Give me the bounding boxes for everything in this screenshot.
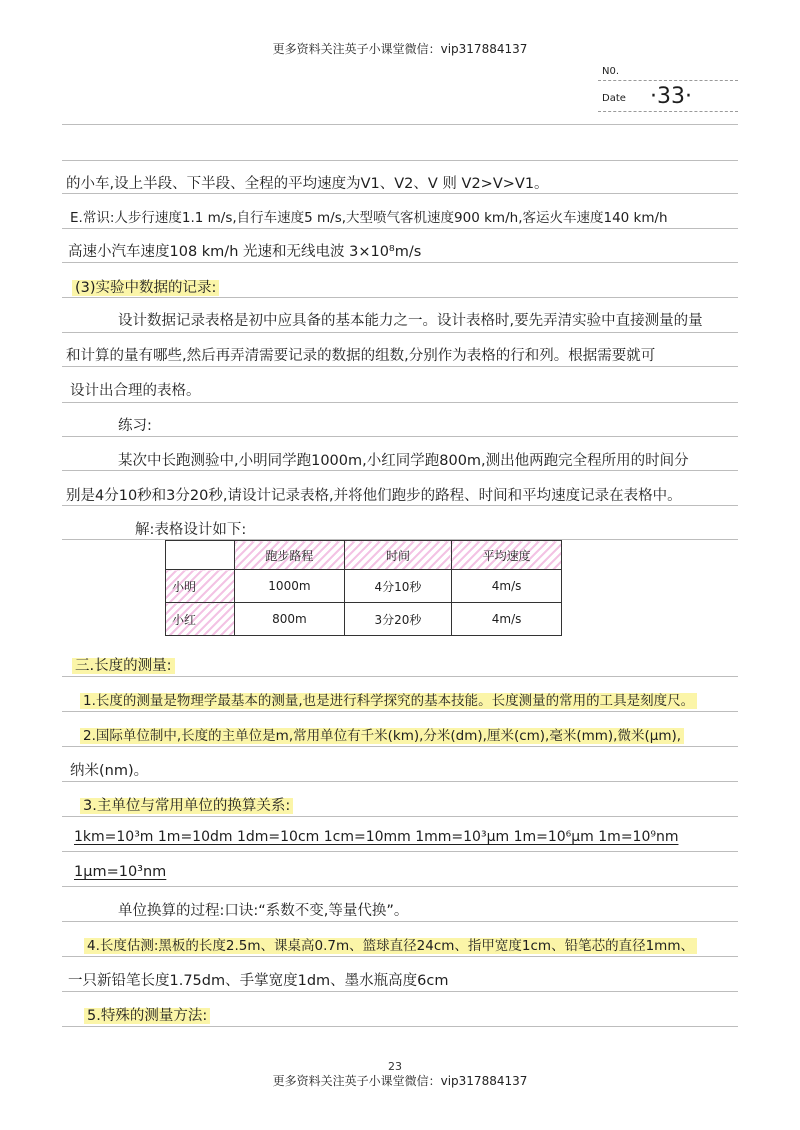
row-speed: 4m/s [452, 603, 562, 636]
row-speed: 4m/s [452, 570, 562, 603]
conversion-process: 单位换算的过程:口诀:“系数不变,等量代换”。 [118, 903, 409, 919]
exercise-question-2: 别是4分10秒和3分20秒,请设计记录表格,并将他们跑步的路程、时间和平均速度记录在表格中。 [66, 488, 682, 504]
length-point-2-cont: 纳米(nm)。 [70, 763, 149, 779]
length-point-2: 2.国际单位制中,长度的主单位是m,常用单位有千米(km),分米(dm),厘米(cm),毫米(mm),微米(μm), [80, 724, 684, 744]
row-time: 3分20秒 [344, 603, 451, 636]
footer-watermark: 更多资料关注英子小课堂微信：vip317884137 [272, 1074, 528, 1088]
record-table [165, 540, 562, 636]
conversion-heading: 3.主单位与常用单位的换算关系: [80, 794, 293, 815]
common-speeds-line-1: E.常识:人步行速度1.1 m/s,自行车速度5 m/s,大型喷气客机速度900 km/h,客运火车速度140 km/h [70, 210, 668, 226]
header-watermark: 更多资料关注英子小课堂微信：vip317884137 [272, 42, 528, 56]
conversion-relations: 1km=10³m 1m=10dm 1dm=10cm 1cm=10mm 1mm=10³μm 1m=10⁶μm 1m=10⁹nm [74, 829, 679, 845]
table-design-para-2: 和计算的量有哪些,然后再弄清需要记录的数据的组数,分别作为表格的行和列。根据需要就可 [66, 348, 656, 364]
row-name: 小红 [166, 603, 235, 636]
page-number: 23 [388, 1060, 402, 1073]
table-corner-cell [166, 541, 235, 570]
date-label: Date [602, 93, 626, 104]
exercise-label: 练习: [118, 418, 152, 434]
data-record-heading: (3)实验中数据的记录: [72, 276, 219, 297]
table-header-speed: 平均速度 [452, 541, 562, 570]
length-section-heading: 三.长度的测量: [72, 654, 175, 675]
table-row [166, 570, 562, 603]
no-label: N0. [602, 66, 620, 77]
row-distance: 800m [235, 603, 345, 636]
no-rule [598, 80, 738, 81]
speed-relation-line: 的小车,设上半段、下半段、全程的平均速度为V1、V2、V 则 V2>V>V1。 [66, 176, 549, 192]
row-distance: 1000m [235, 570, 345, 603]
solution-label: 解:表格设计如下: [135, 522, 247, 538]
table-header-distance: 跑步路程 [235, 541, 345, 570]
table-header-row [166, 541, 562, 570]
conversion-relations-2: 1μm=10³nm [74, 864, 167, 880]
table-header-time: 时间 [344, 541, 451, 570]
row-name: 小明 [166, 570, 235, 603]
exercise-question-1: 某次中长跑测验中,小明同学跑1000m,小红同学跑800m,测出他两跑完全程所用的时间分 [118, 453, 689, 469]
table-row [166, 603, 562, 636]
special-methods-heading: 5.特殊的测量方法: [84, 1004, 210, 1025]
row-time: 4分10秒 [344, 570, 451, 603]
length-point-1: 1.长度的测量是物理学最基本的测量,也是进行科学探究的基本技能。长度测量的常用的工具是刻度尺。 [80, 689, 697, 709]
table-design-para-3: 设计出合理的表格。 [70, 383, 201, 399]
length-estimation-1: 4.长度估测:黑板的长度2.5m、课桌高0.7m、篮球直径24cm、指甲宽度1cm、铅笔芯的直径1mm、 [84, 934, 697, 954]
date-value: ·33· [650, 84, 692, 109]
date-rule [598, 111, 738, 112]
table-design-para-1: 设计数据记录表格是初中应具备的基本能力之一。设计表格时,要先弄清实验中直接测量的量 [118, 313, 703, 329]
common-speeds-line-2: 高速小汽车速度108 km/h 光速和无线电波 3×10⁸m/s [68, 244, 422, 260]
length-estimation-2: 一只新铅笔长度1.75dm、手掌宽度1dm、墨水瓶高度6cm [68, 973, 449, 989]
